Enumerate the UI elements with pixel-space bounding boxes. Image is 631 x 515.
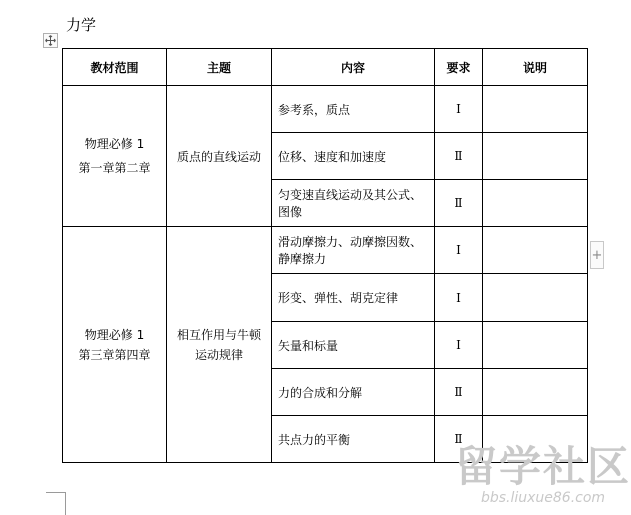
requirement-cell[interactable]: Ⅱ (435, 416, 483, 463)
note-cell[interactable] (483, 133, 588, 180)
header-topic: 主题 (167, 49, 272, 86)
table-move-handle[interactable] (43, 33, 58, 48)
header-range: 教材范围 (63, 49, 167, 86)
table-row (63, 86, 588, 133)
range-line: 物理必修 1 (84, 137, 145, 151)
watermark-url: bbs.liuxue86.com (480, 490, 606, 506)
content-cell[interactable]: 矢量和标量 (272, 322, 435, 369)
table-row (63, 227, 588, 274)
note-cell[interactable] (483, 369, 588, 416)
page-corner-mark (46, 492, 66, 515)
content-cell[interactable]: 形变、弹性、胡克定律 (272, 274, 435, 322)
range-line: 第三章第四章 (78, 347, 151, 362)
content-cell[interactable]: 共点力的平衡 (272, 416, 435, 463)
header-note: 说明 (483, 49, 588, 86)
note-cell[interactable] (483, 180, 588, 227)
range-line: 物理必修 1 (84, 327, 145, 342)
requirement-cell[interactable]: Ⅱ (435, 133, 483, 180)
requirement-cell[interactable]: Ⅱ (435, 369, 483, 416)
content-cell[interactable]: 力的合成和分解 (272, 369, 435, 416)
content-cell[interactable]: 位移、速度和加速度 (272, 133, 435, 180)
requirement-cell[interactable]: Ⅰ (435, 227, 483, 274)
content-cell[interactable]: 参考系，质点 (272, 86, 435, 133)
content-cell[interactable]: 滑动摩擦力、动摩擦因数、静摩擦力 (272, 227, 435, 274)
range-cell[interactable] (63, 86, 167, 227)
watermark-logo-text: 留学社区 (455, 442, 631, 491)
topic-cell[interactable]: 质点的直线运动 (167, 86, 272, 227)
header-content: 内容 (272, 49, 435, 86)
range-cell[interactable] (63, 227, 167, 463)
plus-icon: + (591, 247, 603, 263)
note-cell[interactable] (483, 274, 588, 322)
header-requirement: 要求 (435, 49, 483, 86)
section-heading: 力学 (66, 16, 97, 34)
note-cell[interactable] (483, 86, 588, 133)
requirement-cell[interactable]: Ⅰ (435, 274, 483, 322)
note-cell[interactable] (483, 322, 588, 369)
syllabus-table (62, 48, 588, 463)
range-line: 第一章第二章 (78, 161, 151, 175)
note-cell[interactable] (483, 227, 588, 274)
topic-cell[interactable]: 相互作用与牛顿运动规律 (167, 227, 272, 463)
requirement-cell[interactable]: Ⅰ (435, 86, 483, 133)
add-column-button[interactable] (590, 241, 604, 269)
requirement-cell[interactable]: Ⅰ (435, 322, 483, 369)
table-header-row (63, 49, 588, 86)
move-arrows-icon (45, 35, 56, 46)
site-watermark (455, 444, 631, 515)
requirement-cell[interactable]: Ⅱ (435, 180, 483, 227)
content-cell[interactable]: 匀变速直线运动及其公式、图像 (272, 180, 435, 227)
